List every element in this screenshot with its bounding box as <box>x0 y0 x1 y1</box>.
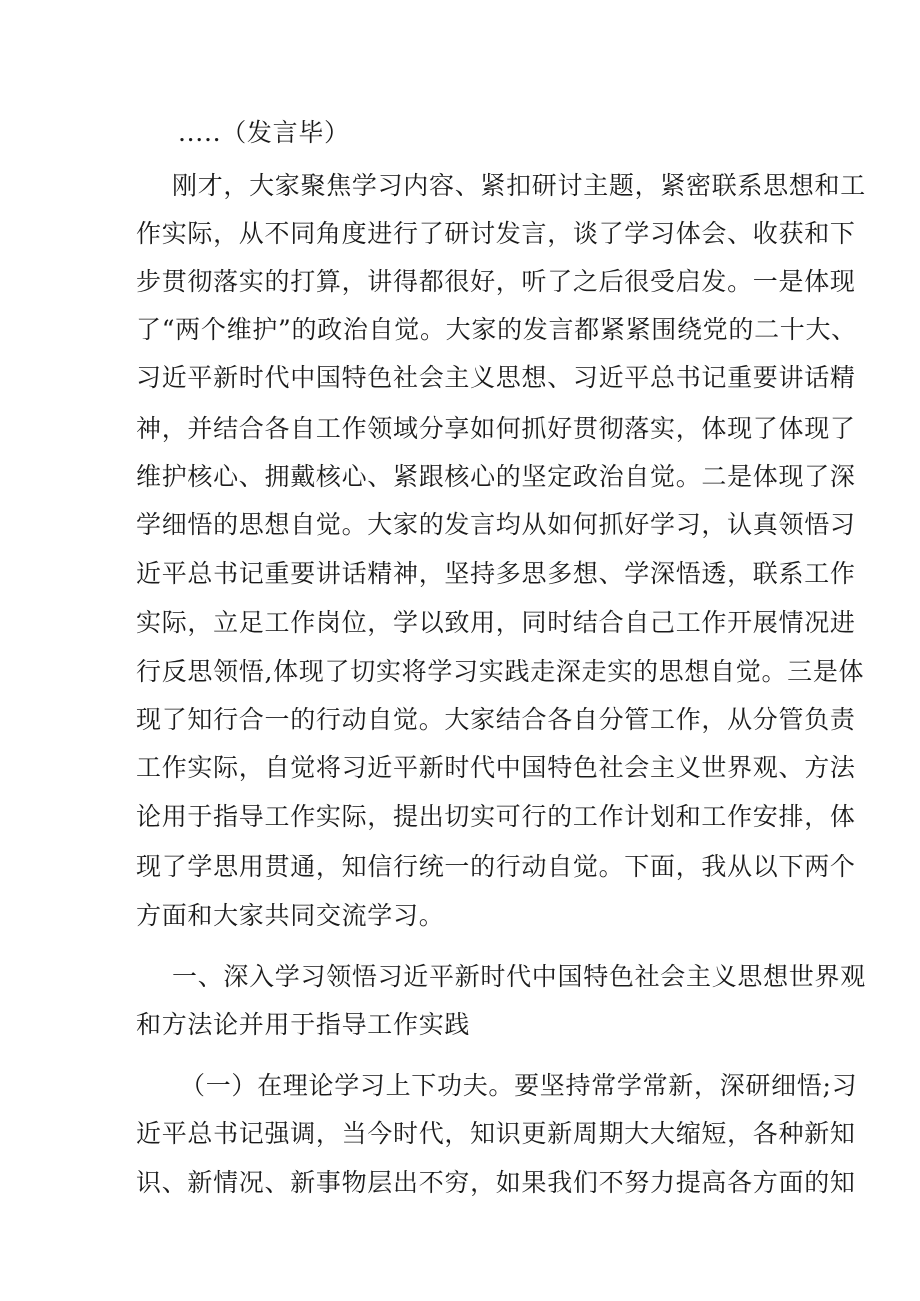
text-line: 步贯彻落实的打算，讲得都很好，听了之后很受启发。一是体现 <box>136 267 856 296</box>
text-line: 神，并结合各自工作领域分享如何抓好贯彻落实，体现了体现了 <box>136 414 856 443</box>
text-line: 近平总书记重要讲话精神，坚持多思多想、学深悟透，联系工作 <box>136 559 856 588</box>
text-line: 了“两个维护”的政治自觉。大家的发言都紧紧围绕党的二十大、 <box>136 315 857 344</box>
text-line: 工作实际，自觉将习近平新时代中国特色社会主义世界观、方法 <box>136 753 856 782</box>
text-line: .....（发言毕） <box>178 118 350 147</box>
text-line: 维护核心、拥戴核心、紧跟核心的坚定政治自觉。二是体现了深 <box>136 462 856 491</box>
text-line: 作实际，从不同角度进行了研讨发言，谈了学习体会、收获和下 <box>136 219 856 248</box>
text-line: （一）在理论学习上下功夫。要坚持常学常新，深研细悟;习 <box>180 1071 858 1100</box>
text-line: 现了学思用贯通，知信行统一的行动自觉。下面，我从以下两个 <box>136 852 856 881</box>
text-line: 现了知行合一的行动自觉。大家结合各自分管工作，从分管负责 <box>136 705 856 734</box>
text-line: 论用于指导工作实际，提出切实可行的工作计划和工作安排，体 <box>136 802 856 831</box>
text-line: 方面和大家共同交流学习。 <box>136 901 445 930</box>
text-line: 和方法论并用于指导工作实践 <box>136 1010 471 1039</box>
text-line: 刚才，大家聚焦学习内容、紧扣研讨主题，紧密联系思想和工 <box>172 171 866 200</box>
text-line: 习近平新时代中国特色社会主义思想、习近平总书记重要讲话精 <box>136 363 856 392</box>
text-line: 识、新情况、新事物层出不穷，如果我们不努力提高各方面的知 <box>136 1168 856 1197</box>
text-line: 近平总书记强调，当今时代，知识更新周期大大缩短，各种新知 <box>136 1119 856 1148</box>
text-line: 学细悟的思想自觉。大家的发言均从如何抓好学习，认真领悟习 <box>136 510 856 539</box>
text-line: 一、深入学习领悟习近平新时代中国特色社会主义思想世界观 <box>172 962 866 991</box>
text-line: 行反思领悟,体现了切实将学习实践走深走实的思想自觉。三是体 <box>136 657 865 686</box>
text-line: 实际，立足工作岗位，学以致用，同时结合自己工作开展情况进 <box>136 608 856 637</box>
